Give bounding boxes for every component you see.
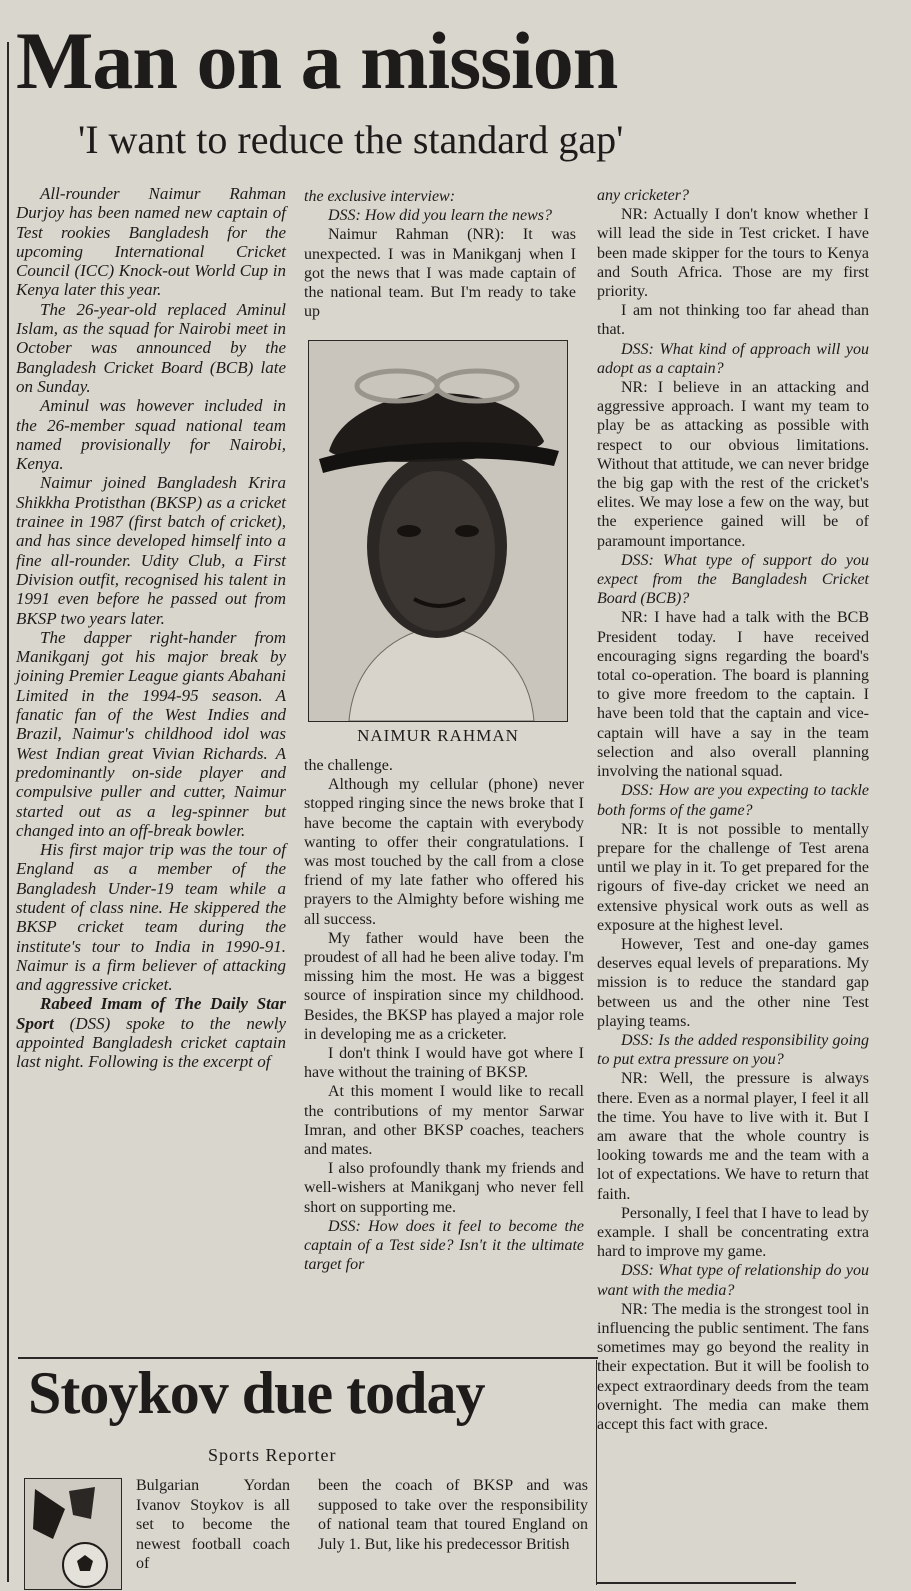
- football-icon-art: [25, 1479, 121, 1589]
- question: DSS: How does it feel to become the captain of a Test side? Isn't it the ultimate target for: [304, 1217, 584, 1274]
- portrait-photo: [308, 340, 568, 722]
- paragraph: [16, 994, 286, 1071]
- paragraph: I don't think I would have got where I have without the training of BKSP.: [304, 1045, 584, 1082]
- paragraph: I also profoundly thank my friends and well-wishers at Manikganj who never fell short on supporting me.: [304, 1160, 584, 1216]
- answer: I am not thinking too far ahead than that.: [597, 302, 869, 339]
- question: DSS: What type of support do you expect from the Bangladesh Cricket Board (BCB)?: [597, 551, 869, 608]
- headline-2: Stoykov due today: [28, 1360, 485, 1426]
- paragraph: Aminul was however included in the 26-member squad national team named provisionally for Nairobi, Kenya.: [16, 396, 286, 474]
- credit-tail: (DSS) spoke to the newly appointed Bangladesh cricket captain last night. Following is the excerpt of: [16, 1013, 287, 1072]
- answer: NR: I believe in an attacking and aggressive approach. I want my team to play be as attacking as possible with respect to our obvious limitations. Without that attitude, we can never bridge the big gap with the rest of the cricket's elites. We may lose a few on the way, but the experience gained will be of paramount importance.: [597, 379, 869, 550]
- byline: Sports Reporter: [208, 1445, 337, 1465]
- question: DSS: What kind of approach will you adopt as a captain?: [597, 340, 869, 377]
- question: DSS: Is the added responsibility going to put extra pressure on you?: [597, 1031, 869, 1069]
- portrait-photo-icon: [309, 341, 567, 721]
- paragraph: The 26-year-old replaced Aminul Islam, as the squad for Nairobi meet in October was announced by the Bangladesh Cricket Board (BCB) late on Sunday.: [16, 299, 286, 396]
- story-divider: [18, 1357, 598, 1359]
- paragraph: The dapper right-hander from Manikganj got his major break by joining Premier League giants Abahani Limited in the 1994-95 season. A fanatic fan of the West Indies and Brazil, Naimur's childhood idol was West Indian great Vivian Richards. A predominantly on-side player and compulsive puller and cutter, Naimur started out as a leg-spinner but changed into an off-break bowler.: [16, 627, 286, 840]
- paragraph: My father would have been the proudest of all had he been alive today. I'm missing him the most. He was a biggest source of inspiration since my childhood. Besides, the BKSP has played a major role in developing me as a cricketer.: [304, 929, 584, 1043]
- column-1: [16, 184, 286, 1072]
- answer: NR: Actually I don't know whether I will lead the side in Test cricket. I have been made skipper for the tours to Kenya and South Africa. Those are my first priority.: [597, 206, 869, 301]
- answer: NR: I have had a talk with the BCB President today. I have received encouraging signs regarding the board's total co-operation. The board is planning to give more freedom to the captain. I have been told that the captain and vice-captain will have a say in the team selection and also overall planning involving the national squad.: [597, 609, 869, 781]
- column-2-bottom: [304, 756, 584, 1274]
- answer: NR: The media is the strongest tool in influencing the public sentiment. The fans sometimes may go beyond the reality in their expectation. But it will be foolish to expect extraordinary deeds from the team overnight. The media can make them accept this fact with grace.: [597, 1300, 869, 1433]
- question: DSS: What type of relationship do you want with the media?: [597, 1262, 869, 1299]
- question: DSS: How are you expecting to tackle both forms of the game?: [597, 782, 869, 819]
- answer: Personally, I feel that I have to lead by example. I shall be concentrating extra hard to improve my game.: [597, 1204, 869, 1261]
- column-3: [597, 186, 869, 1434]
- column-rule-left: [7, 42, 9, 1582]
- paragraph: All-rounder Naimur Rahman Durjoy has been named new captain of Test rookies Bangladesh for the upcoming International Cricket Council (ICC) Knock-out World Cup in Kenya later this year.: [16, 184, 286, 300]
- paragraph: the challenge.: [304, 757, 393, 774]
- paragraph: Bulgarian Yordan Ivanov Stoykov is all set to become the newest football coach of: [136, 1477, 290, 1572]
- story2-column-1: [136, 1476, 290, 1574]
- story2-column-2: [318, 1476, 588, 1554]
- column-2-top: [304, 187, 576, 321]
- question: DSS: How did you learn the news?: [328, 207, 552, 225]
- paragraph: At this moment I would like to recall the contributions of my mentor Sarwar Imran, and other BKSP coaches, teachers and mates.: [304, 1083, 584, 1159]
- answer: Naimur Rahman (NR): It was unexpected. I was in Manikganj when I got the news that I was made captain of the national team. But I'm ready to take up: [304, 226, 576, 321]
- photo-caption: NAIMUR RAHMAN: [357, 726, 519, 745]
- paragraph: Naimur joined Bangladesh Krira Shikkha Protisthan (BKSP) as a cricket trainee in 1987 (first batch of cricket), and has since developed himself into a fine all-rounder. Udity Club, a First Division outfit, recognised his talent in 1991 even before he passed out from BKSP two years later.: [16, 473, 286, 628]
- paragraph: Although my cellular (phone) never stopped ringing since the news broke that I have become the captain with everybody wanting to offer their congratulations. I was most touched by the call from a close friend of my late father who offered his prayers to the Almighty before wishing me all success.: [304, 776, 584, 928]
- bottom-rule: [596, 1582, 796, 1584]
- headline: Man on a mission: [16, 15, 618, 106]
- paragraph: the exclusive interview:: [304, 188, 456, 205]
- answer: NR: It is not possible to mentally prepare for the challenge of Test arena until we play in it. To get prepared for the rigours of five-day cricket we need an extensive physical work outs as well as exposure at the highest level.: [597, 820, 869, 934]
- football-icon: [24, 1478, 122, 1590]
- question: any cricketer?: [597, 187, 689, 204]
- subheadline: 'I want to reduce the standard gap': [78, 117, 624, 162]
- paragraph: been the coach of BKSP and was supposed to take over the responsibility of national team that toured England on July 1. But, like his predecessor British: [318, 1477, 588, 1553]
- reporter-credit: Rabeed Imam of The Daily Star Sport: [16, 994, 286, 1033]
- paragraph: His first major trip was the tour of England as a member of the Bangladesh Under-19 team while a student of class nine. He skippered the BKSP cricket team during the institute's tour to India in 1990-91. Naimur is a firm believer of attacking and aggressive cricket.: [16, 840, 286, 995]
- answer: NR: Well, the pressure is always there. Even as a normal player, I feel it all the time. You have to live with it. But I am aware that the whole country is looking towards me and the team with a lot of expectations. We have to return that faith.: [597, 1070, 869, 1203]
- answer: However, Test and one-day games deserves equal levels of preparations. My mission is to reduce the standard gap between us and the other nine Test playing teams.: [597, 935, 869, 1030]
